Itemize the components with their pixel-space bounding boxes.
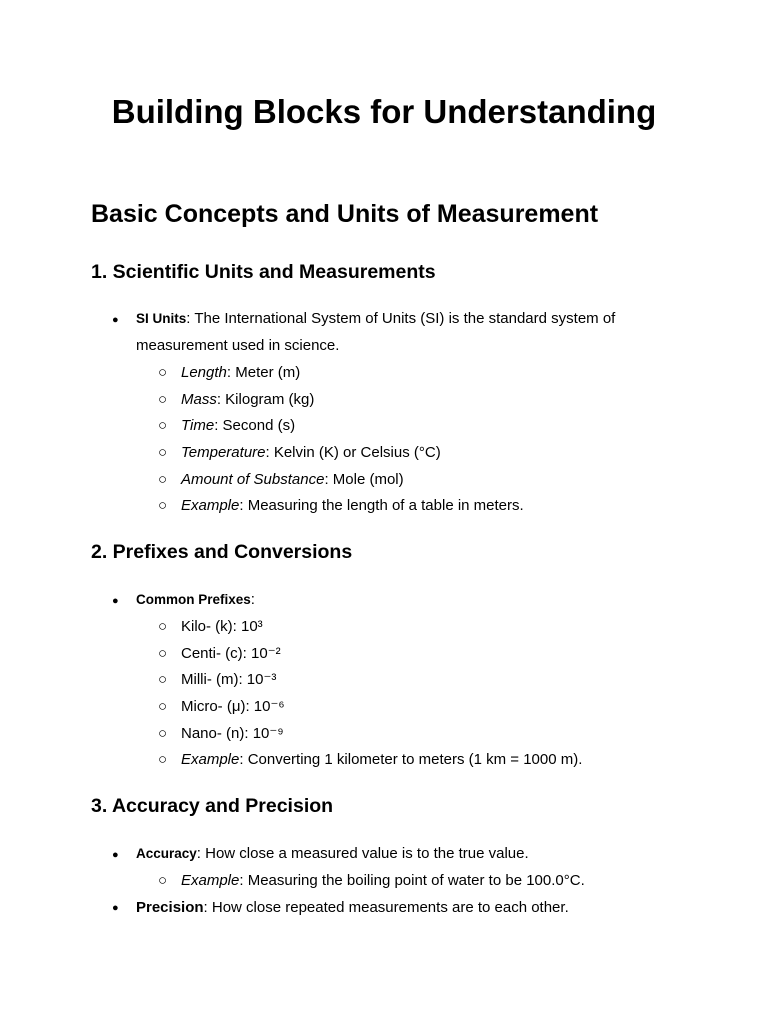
sub-bullet-icon: ○ <box>158 471 168 488</box>
list-item: Nano- (n): 10⁻⁹ <box>181 725 284 742</box>
si-units-text: : The International System of Units (SI) is the standard system of <box>186 310 616 327</box>
bullet-icon: ● <box>112 902 119 914</box>
list-item: Length: Meter (m) <box>181 364 301 381</box>
sub-bullet-icon: ○ <box>158 671 168 688</box>
sub-bullet-icon: ○ <box>158 364 168 381</box>
list-item: Mass: Kilogram (kg) <box>181 391 315 408</box>
section-2-heading: 2. Prefixes and Conversions <box>91 541 353 563</box>
accuracy-item: Accuracy: How close a measured value is to the true value. <box>136 845 529 862</box>
list-item: Example: Measuring the boiling point of water to be 100.0°C. <box>181 872 585 889</box>
sub-bullet-icon: ○ <box>158 698 168 715</box>
list-item: Temperature: Kelvin (K) or Celsius (°C) <box>181 444 441 461</box>
list-item: Amount of Substance: Mole (mol) <box>181 471 404 488</box>
si-units-term: SI Units <box>136 311 187 326</box>
sub-bullet-icon: ○ <box>158 417 168 434</box>
si-units-item <box>136 309 615 329</box>
precision-item: Precision: How close repeated measurements are to each other. <box>136 899 569 916</box>
section-3-heading: 3. Accuracy and Precision <box>91 795 334 817</box>
list-item: Kilo- (k): 10³ <box>181 618 263 635</box>
list-item: Example: Measuring the length of a table in meters. <box>181 497 524 514</box>
sub-bullet-icon: ○ <box>158 872 168 889</box>
section-1-heading: 1. Scientific Units and Measurements <box>91 261 436 283</box>
si-units-text-continued: measurement used in science. <box>136 337 340 354</box>
sub-bullet-icon: ○ <box>158 497 168 514</box>
sub-bullet-icon: ○ <box>158 391 168 408</box>
bullet-icon: ● <box>112 314 119 326</box>
bullet-icon: ● <box>112 849 119 861</box>
sub-bullet-icon: ○ <box>158 645 168 662</box>
main-heading: Basic Concepts and Units of Measurement <box>91 200 599 228</box>
sub-bullet-icon: ○ <box>158 618 168 635</box>
document-title: Building Blocks for Understanding <box>111 93 657 130</box>
sub-bullet-icon: ○ <box>158 751 168 768</box>
list-item: Time: Second (s) <box>181 417 296 434</box>
list-item: Milli- (m): 10⁻³ <box>181 671 277 688</box>
sub-bullet-icon: ○ <box>158 725 168 742</box>
bullet-icon: ● <box>112 595 119 607</box>
list-item: Micro- (μ): 10⁻⁶ <box>181 698 285 715</box>
list-item: Example: Converting 1 kilometer to meters (1 km = 1000 m). <box>181 751 583 768</box>
sub-bullet-icon: ○ <box>158 444 168 461</box>
common-prefixes-item: Common Prefixes: <box>136 591 255 608</box>
list-item: Centi- (c): 10⁻² <box>181 645 281 662</box>
